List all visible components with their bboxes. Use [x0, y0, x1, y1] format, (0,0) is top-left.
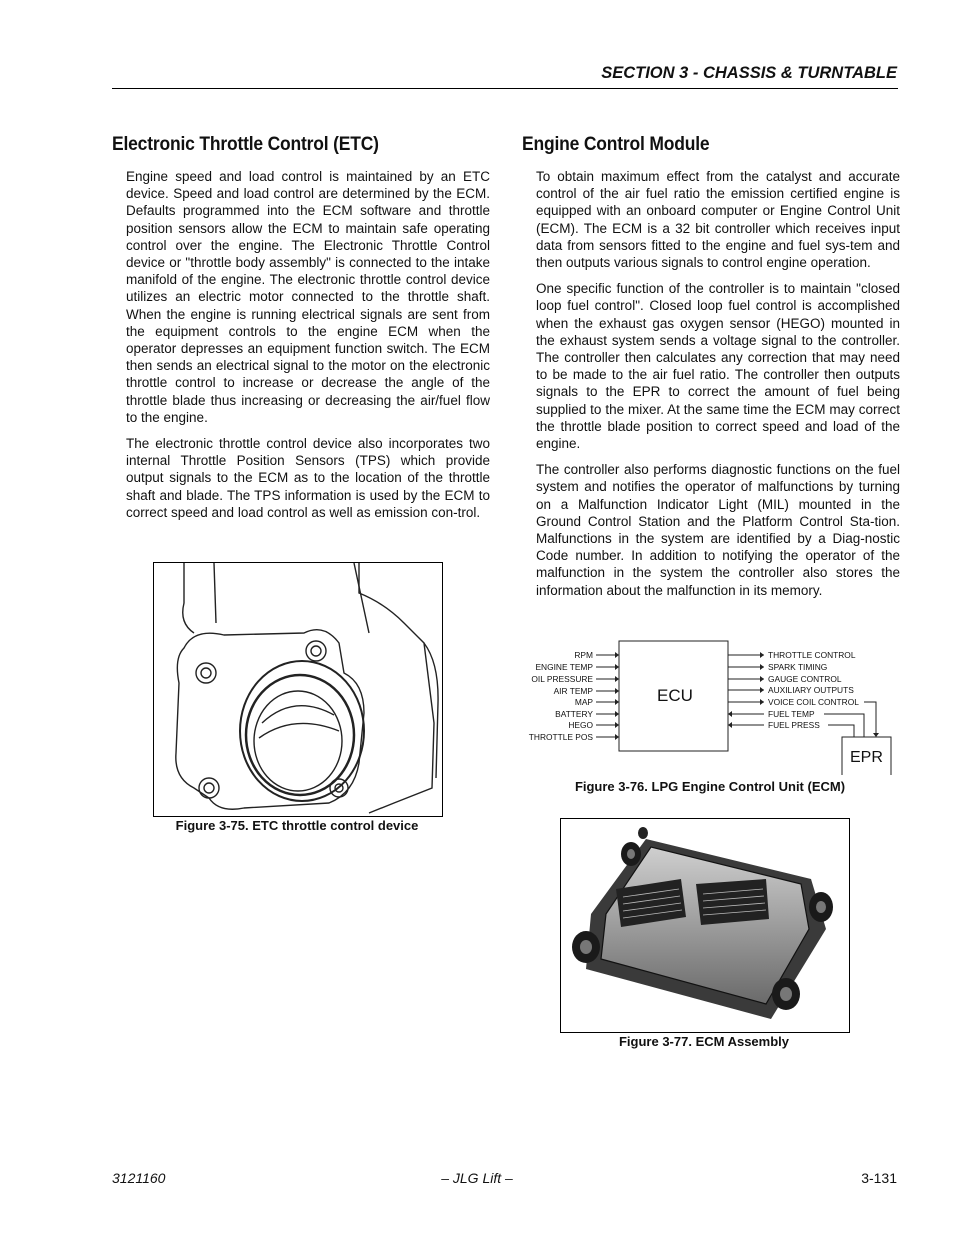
- ecu-label: ECU: [657, 686, 693, 705]
- ecu-diagram: [522, 635, 898, 775]
- left-column: [112, 130, 490, 530]
- header-rule: [112, 88, 898, 89]
- input-hego: [568, 720, 619, 730]
- ecm-paragraph-3: The controller also performs diagnostic functions on the fuel system and notifies the operator of malfunctions by turning on a Malfunction Indicator Light (MIL) mounted in the Ground Control Station and the Platform Control Sta-tion. Malfunctions in the system are identified by a Diag-nostic Code number. In addition to notifying the operator of the malfunction in the system the controller also stores the information about the malfunction in its memory.: [536, 462, 900, 598]
- ecm-heading: Engine Control Module: [522, 134, 710, 155]
- input-throttle-pos: [529, 732, 619, 742]
- output-spark-timing: [728, 662, 827, 672]
- input-battery: [555, 709, 619, 719]
- input-rpm: [574, 650, 619, 660]
- figure-77-caption: Figure 3-77. ECM Assembly: [618, 1034, 789, 1049]
- svg-text:AUXILIARY OUTPUTS: AUXILIARY OUTPUTS: [768, 685, 854, 695]
- etc-paragraph-1: Engine speed and load control is maintained by an ETC device. Speed and load control are determined by the ECM. Defaults programmed into the ECM software and throttle position sensors allow the ECM to maintain safe operating control over the engine. The Electronic Throttle Control device or "throttle body assembly" is connected to the intake manifold of the engine. The electronic throttle control device utilizes an electric motor connected to the throttle shaft. When the engine is running electrical signals are sent from the equipment controls to the engine ECM when the operator depresses an equipment function switch. The ECM then sends an electrical signal to the motor on the electronic throttle control to increase or decrease the angle of the throttle blade thus increasing or decreasing the air/fuel flow to the engine.: [126, 169, 490, 425]
- svg-text:VOICE COIL CONTROL: VOICE COIL CONTROL: [768, 697, 859, 707]
- epr-label: EPR: [850, 749, 883, 766]
- svg-text:THROTTLE POS: THROTTLE POS: [528, 732, 593, 742]
- figure-75-caption: Figure 3-75. ETC throttle control device: [175, 818, 419, 833]
- footer-doc-number: 3121160: [112, 1170, 166, 1186]
- svg-text:HEGO: HEGO: [568, 720, 593, 730]
- section-title: SECTION 3 - CHASSIS & TURNTABLE: [601, 64, 897, 82]
- svg-text:MAP: MAP: [574, 697, 593, 707]
- ecm-assembly-figure: [560, 818, 850, 1033]
- output-fuel-press: [728, 720, 854, 737]
- etc-throttle-figure: [153, 562, 443, 817]
- etc-heading: Electronic Throttle Control (ETC): [112, 134, 379, 155]
- output-throttle-control: [728, 650, 856, 660]
- svg-text:SPARK TIMING: SPARK TIMING: [768, 662, 828, 672]
- svg-text:ENGINE TEMP: ENGINE TEMP: [535, 662, 593, 672]
- throttle-body-illustration: [154, 563, 442, 816]
- svg-text:OIL PRESSURE: OIL PRESSURE: [531, 674, 593, 684]
- output-gauge-control: [728, 674, 842, 684]
- input-map: [575, 697, 619, 707]
- right-column: [522, 130, 900, 608]
- svg-text:FUEL PRESS: FUEL PRESS: [768, 720, 820, 730]
- svg-text:AIR TEMP: AIR TEMP: [553, 686, 593, 696]
- output-auxiliary-outputs: [728, 685, 854, 695]
- svg-text:RPM: RPM: [574, 650, 593, 660]
- input-air-temp: [554, 686, 619, 696]
- ecm-paragraph-2: One specific function of the controller is to maintain "closed loop fuel control". Closed loop fuel control is accomplished when the exhaust gas oxygen sensor (HEGO) mounted in the exhaust system sends a voltage signal to the controller. The controller then calculates any correction that may need to be made to the air fuel ratio. The controller then outputs signals to the EPR to correct the amount of fuel being supplied to the mixer. At the same time the ECM may correct the throttle blade position to correct speed and load of the engine.: [536, 281, 900, 452]
- input-oil-pressure: [531, 674, 619, 684]
- ecm-paragraph-1: To obtain maximum effect from the catalyst and accurate control of the air fuel ratio the emission certified engine is equipped with an onboard computer or Engine Control Unit (ECM). The ECM is a 32 bit controller which receives input data from sensors fitted to the engine and fuel sys-tem and then outputs various signals to control engine operation.: [536, 169, 900, 271]
- input-engine-temp: [535, 662, 619, 672]
- svg-text:GAUGE CONTROL: GAUGE CONTROL: [768, 674, 842, 684]
- footer-page-number: 3-131: [861, 1170, 897, 1186]
- svg-text:THROTTLE CONTROL: THROTTLE CONTROL: [768, 650, 856, 660]
- etc-paragraph-2: The electronic throttle control device also incorporates two internal Throttle Position Sensors (TPS) which provide output signals to the ECM as to the location of the throttle shaft and blade. The TPS information is used by the ECM to correct speed and load control as well as emission con-trol.: [126, 436, 490, 520]
- svg-text:BATTERY: BATTERY: [555, 709, 593, 719]
- svg-text:FUEL TEMP: FUEL TEMP: [768, 709, 815, 719]
- figure-76-caption: Figure 3-76. LPG Engine Control Unit (ECM): [574, 779, 846, 794]
- footer-center: – JLG Lift –: [441, 1170, 513, 1186]
- ecm-assembly-illustration: [561, 819, 849, 1032]
